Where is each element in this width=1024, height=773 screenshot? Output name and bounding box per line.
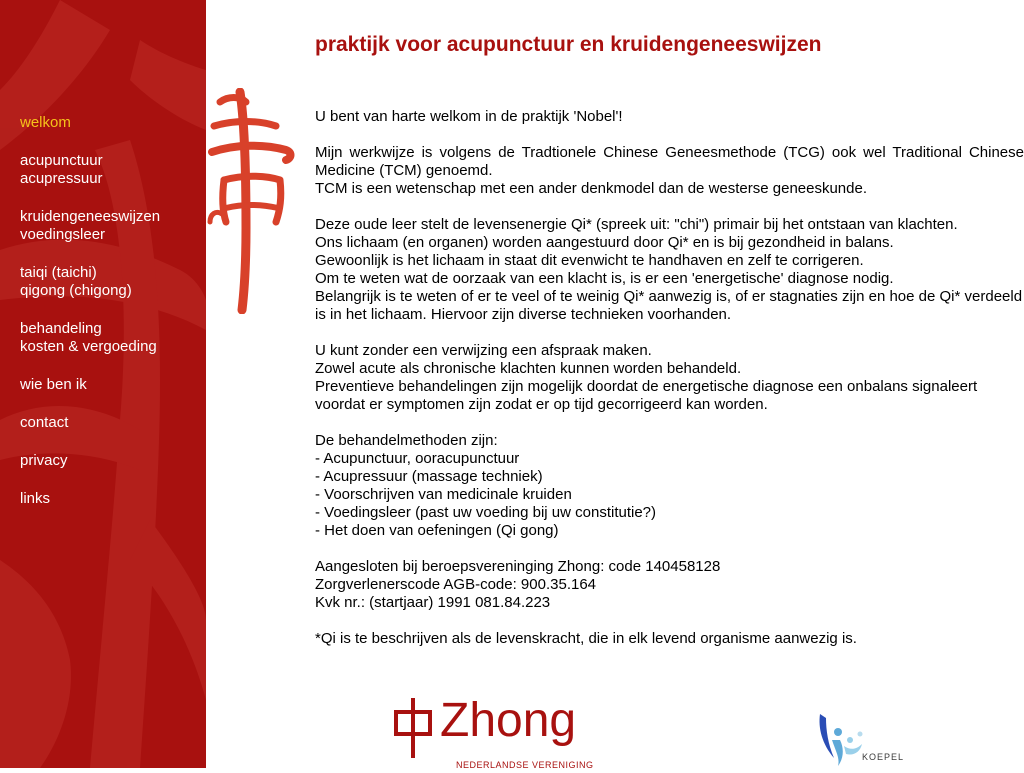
content-line: Zorgverlenerscode AGB-code: 900.35.164: [315, 576, 597, 593]
sidebar-item-label: wie ben ik: [20, 376, 87, 393]
content-line: U kunt zonder een verwijzing een afspraak maken.: [315, 342, 652, 359]
content-line: - Acupressuur (massage techniek): [315, 468, 543, 485]
sidebar: [0, 0, 206, 768]
content-line: - Acupunctuur, ooracupunctuur: [315, 450, 520, 467]
zhong-logo[interactable]: [392, 694, 592, 768]
sidebar-item-label: contact: [20, 414, 69, 431]
sidebar-item-label: kosten & vergoeding: [20, 338, 157, 355]
content-line: Deze oude leer stelt de levensenergie Qi* (spreek uit: "chi") primair bij het ontstaan van klachten.: [315, 216, 958, 233]
koepel-logo[interactable]: [816, 710, 926, 768]
content-line: Ons lichaam (en organen) worden aangestuurd door Qi* en is bij gezondheid in balans.: [315, 234, 894, 251]
sidebar-item-label: acupressuur: [20, 170, 103, 187]
zhong-logo-name: Zhong: [440, 694, 577, 747]
content-line: Gewoonlijk is het lichaam in staat dit evenwicht te handhaven en zelf te corrigeren.: [315, 252, 864, 269]
content-paragraph: [315, 432, 1024, 540]
content-line: - Het doen van oefeningen (Qi gong): [315, 522, 559, 539]
sidebar-item-acupunctuur[interactable]: [20, 152, 206, 188]
koepel-logo-name: KOEPEL: [862, 752, 905, 762]
sidebar-item-privacy[interactable]: [20, 452, 206, 470]
content-line: - Voedingsleer (past uw voeding bij uw constitutie?): [315, 504, 657, 521]
content-line: Belangrijk is te weten of er te veel of te weinig Qi* aanwezig is, of er stagnaties zijn en hoe de Qi* verdeeld is in het lichaam. Hiervoor zijn diverse technieken voorhanden.: [315, 288, 1023, 323]
content-line: De behandelmethoden zijn:: [315, 432, 498, 449]
content-paragraph: [315, 144, 1024, 198]
sidebar-item-label: acupunctuur: [20, 152, 103, 169]
sidebar-item-kruidengeneeswijzen[interactable]: [20, 208, 206, 244]
sidebar-item-label: qigong (chigong): [20, 282, 132, 299]
chinese-character-icon: [206, 88, 298, 314]
content-line: Om te weten wat de oorzaak van een klacht is, is er een 'energetische' diagnose nodig.: [315, 270, 894, 287]
sidebar-item-links[interactable]: [20, 490, 206, 508]
content-line: Mijn werkwijze is volgens de Tradtionele Chinese Geneesmethode (TCG) ook wel Traditional Chinese Medicine (TCM) genoemd.: [315, 144, 1024, 179]
content-paragraph: [315, 108, 1024, 126]
sidebar-item-taiqi[interactable]: [20, 264, 206, 300]
main-content: [315, 108, 1024, 666]
content-line: *Qi is te beschrijven als de levenskracht, die in elk levend organisme aanwezig is.: [315, 630, 857, 647]
sidebar-item-label: behandeling: [20, 320, 102, 337]
page-title: praktijk voor acupunctuur en kruidengeneeswijzen: [315, 33, 822, 56]
content-paragraph: [315, 630, 1024, 648]
sidebar-item-label: privacy: [20, 452, 68, 469]
main-navigation: [20, 114, 206, 528]
content-line: Kvk nr.: (startjaar) 1991 081.84.223: [315, 594, 551, 611]
sidebar-item-welkom[interactable]: [20, 114, 206, 132]
content-line: - Voorschrijven van medicinale kruiden: [315, 486, 572, 503]
content-line: Preventieve behandelingen zijn mogelijk doordat de energetische diagnose een onbalans signaleert voordat er symptomen zijn zodat er op tijd gecorrigeerd kan worden.: [315, 378, 978, 413]
content-paragraph: [315, 558, 1024, 612]
content-paragraph: [315, 342, 1024, 414]
zhong-character-icon: [392, 694, 434, 760]
sidebar-item-contact[interactable]: [20, 414, 206, 432]
content-paragraph: [315, 216, 1024, 324]
sidebar-item-label: kruidengeneeswijzen: [20, 208, 161, 225]
sidebar-item-label: links: [20, 490, 51, 507]
sidebar-item-label: welkom: [20, 114, 71, 131]
content-line: TCM is een wetenschap met een ander denkmodel dan de westerse geneeskunde.: [315, 180, 868, 197]
zhong-logo-subtitle: NEDERLANDSE VERENIGING: [456, 760, 594, 770]
sidebar-item-wie[interactable]: [20, 376, 206, 394]
content-line: Aangesloten bij beroepsvereninging Zhong: code 140458128: [315, 558, 721, 575]
content-line: Zowel acute als chronische klachten kunnen worden behandeld.: [315, 360, 742, 377]
sidebar-item-label: taiqi (taichi): [20, 264, 97, 281]
sidebar-item-label: voedingsleer: [20, 226, 106, 243]
sidebar-item-behandeling[interactable]: [20, 320, 206, 356]
content-line: U bent van harte welkom in de praktijk 'Nobel'!: [315, 108, 623, 125]
